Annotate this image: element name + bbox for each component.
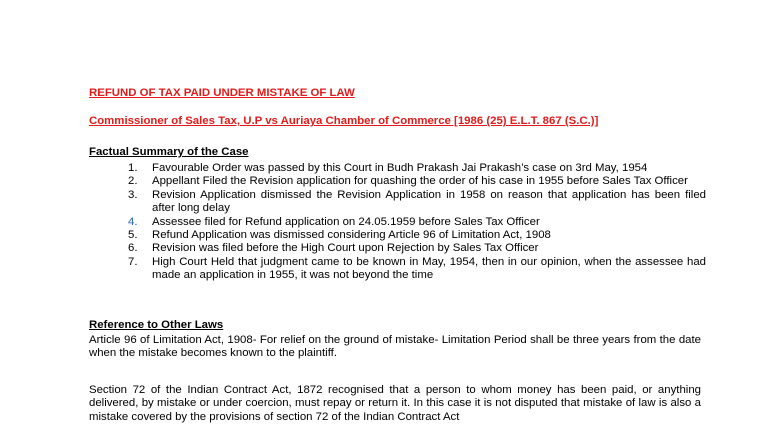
document-title: REFUND OF TAX PAID UNDER MISTAKE OF LAW: [89, 87, 355, 99]
list-item-number: 3.: [128, 188, 138, 201]
list-item: [116, 162, 706, 175]
factual-summary-list: [116, 162, 706, 283]
list-item-number: 4.: [128, 215, 138, 228]
list-item-number: 1.: [128, 162, 138, 174]
list-item: [116, 175, 706, 188]
list-item: [116, 256, 706, 283]
list-item: [116, 189, 706, 216]
list-item-number: 5.: [128, 229, 138, 242]
list-item-text: Revision Application dismissed the Revision Application in 1958 on reason that application has been filed after long delay: [152, 188, 706, 215]
list-item-text: Favourable Order was passed by this Court in Budh Prakash Jai Prakash’s case on 3rd May, 1954: [152, 162, 648, 174]
list-item-number: 6.: [128, 242, 138, 255]
list-item-text: Assessee filed for Refund application on 24.05.1959 before Sales Tax Officer: [152, 215, 540, 228]
case-citation-heading: Commissioner of Sales Tax, U.P vs Auriaya Chamber of Commerce [1986 (25) E.L.T. 867 (S.C.)]: [89, 115, 599, 127]
list-item-text: Appellant Filed the Revision application for quashing the order of his case in 1955 before Sales Tax Officer: [152, 175, 688, 188]
limitation-act-paragraph: Article 96 of Limitation Act, 1908- For relief on the ground of mistake- Limitation Period shall be three years from the date when the mistake becomes known to the plaintiff.: [89, 334, 701, 360]
contract-act-paragraph: Section 72 of the Indian Contract Act, 1872 recognised that a person to whom money has been paid, or anything delivered, by mistake or under coercion, must repay or return it. In this case it is not disputed that mistake of law is also a mistake covered by the provisions of section 72 of the Indian Contract Act: [89, 384, 701, 423]
list-item-text: Revision was filed before the High Court upon Rejection by Sales Tax Officer: [152, 242, 539, 255]
factual-summary-heading: Factual Summary of the Case: [89, 146, 249, 158]
list-item-number: 2.: [128, 175, 138, 188]
other-laws-heading: Reference to Other Laws: [89, 319, 224, 331]
list-item: [116, 216, 706, 229]
list-item-text: Refund Application was dismissed considering Article 96 of Limitation Act, 1908: [152, 229, 551, 242]
list-item-text: High Court Held that judgment came to be known in May, 1954, then in our opinion, when the assessee had made an application in 1955, it was not beyond the time: [152, 255, 706, 282]
list-item: [116, 229, 706, 242]
list-item: [116, 242, 706, 255]
list-item-number: 7.: [128, 255, 138, 268]
